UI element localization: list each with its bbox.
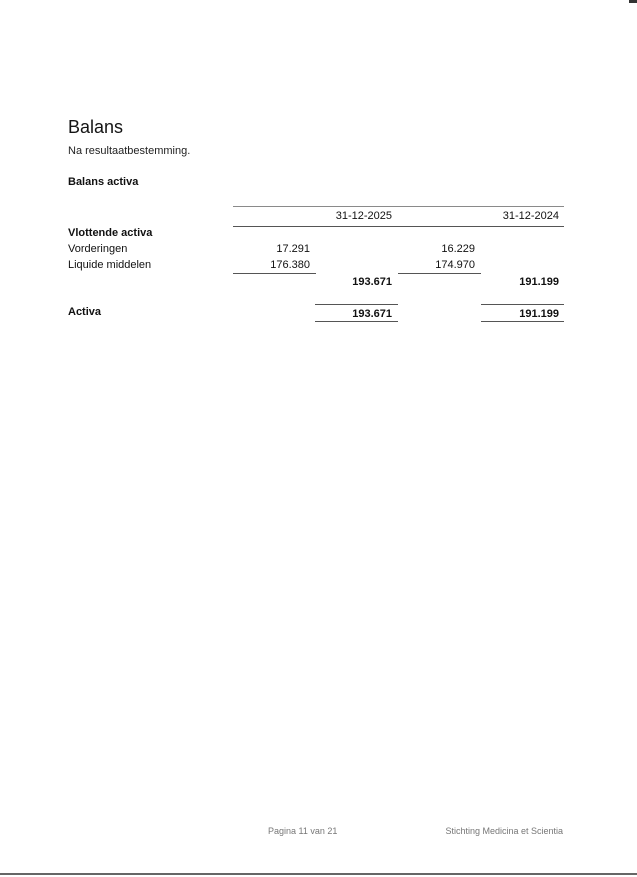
page-title: Balans	[68, 117, 124, 137]
row-label-liquide-middelen: Liquide middelen	[68, 259, 152, 271]
subtotal-rule-2024	[398, 273, 481, 274]
total-bottom-rule-2024	[481, 321, 564, 322]
column-header-2024: 31-12-2024	[502, 210, 559, 222]
subtotal-2024: 191.199	[519, 276, 559, 288]
total-label: Activa	[68, 306, 102, 318]
subtotal-2025: 193.671	[352, 276, 392, 288]
scan-edge-mark	[629, 0, 637, 3]
subtotal-rule-2025	[233, 273, 316, 274]
total-2024: 191.199	[519, 308, 559, 320]
value-vorderingen-2024: 16.229	[441, 243, 475, 255]
total-top-rule-2024	[481, 304, 564, 305]
table-header-rule	[233, 226, 564, 227]
value-vorderingen-2025: 17.291	[276, 243, 310, 255]
footer-organization: Stichting Medicina et Scientia	[445, 826, 563, 836]
value-liquide-2024: 174.970	[435, 259, 475, 271]
column-header-2025: 31-12-2025	[335, 210, 392, 222]
group-label: Vlottende activa	[68, 227, 153, 239]
scan-bottom-edge	[0, 873, 637, 875]
total-2025: 193.671	[352, 308, 392, 320]
total-bottom-rule-2025	[315, 321, 398, 322]
value-liquide-2025: 176.380	[270, 259, 310, 271]
row-label-vorderingen: Vorderingen	[68, 243, 128, 255]
table-top-rule	[233, 206, 564, 207]
footer-page-number: Pagina 11 van 21	[268, 826, 338, 836]
section-label: Balans activa	[68, 176, 139, 188]
total-top-rule-2025	[315, 304, 398, 305]
page-subtitle: Na resultaatbestemming.	[68, 145, 191, 157]
